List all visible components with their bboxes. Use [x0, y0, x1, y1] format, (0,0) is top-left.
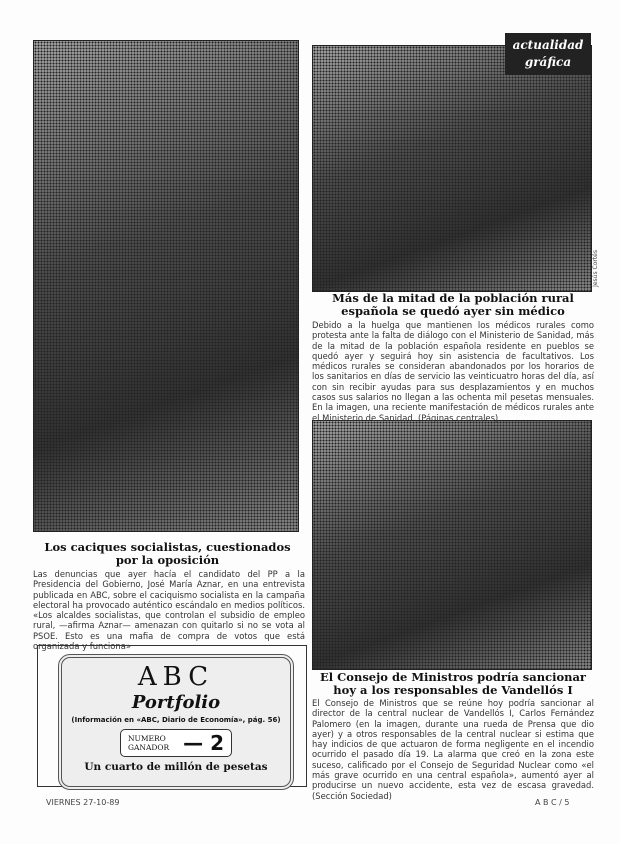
footer-date: VIERNES 27-10-89 [46, 798, 120, 807]
article-caciques-body: Las denuncias que ayer hacía el candidato del PP a la Presidencia del Gobierno, José María Aznar, en una entrevista publicada en ABC, sobre el caciquismo socialista en la campaña electoral ha provocado auténtico escándalo en medios políticos. «Los alcaldes socialistas, que controlan el subsidio de empleo rural, —afirma Aznar— amenazan con quitarlo si no se vota al PSOE. Esto es una mafia de compra de votos que está organizada y funciona» [33, 569, 305, 652]
raffle-prize: Un cuarto de millón de pesetas [84, 761, 268, 773]
winning-number-label [128, 734, 169, 752]
photo-credit: Jesús Cortés [592, 250, 599, 287]
photo-aznar [33, 40, 299, 532]
raffle-info: (Información en «ABC, Diario de Economía», pág. 56) [71, 716, 281, 724]
winning-number-box [120, 729, 232, 757]
raffle-box [37, 645, 307, 787]
headline-caciques: Los caciques socialistas, cuestionados por la oposición [44, 540, 291, 567]
raffle-ticket [58, 654, 294, 790]
logo-line2: gráfica [524, 55, 572, 69]
headline-rural-doctors: Más de la mitad de la población rural española se quedó ayer sin médico [332, 291, 574, 318]
label-line2: GANADOR [127, 743, 170, 752]
article-vandellos-body: El Consejo de Ministros que se reúne hoy podría sancionar al director de la central nuclear de Vandellós I, Carlos Fernández Palomero (en la imagen, durante una rueda de Prensa que dio ayer) y a otros responsables de la central nuclear si estima que hay indicios de que actuaron de forma negligente en el incendio ocurrido el pasado día 19. La alarma que creó en la zona este suceso, calificado por el Consejo de Seguridad Nuclear como «el más grave ocurrido en una central española», aumentó ayer al producirse un nuevo accidente, esta vez de escasa gravedad. (Sección Sociedad) [312, 698, 594, 801]
photo-doctors-protest [312, 45, 592, 292]
article-rural-doctors-body: Debido a la huelga que mantienen los médicos rurales como protesta ante la falta de diálogo con el Ministerio de Sanidad, más de la mitad de la población española residente en pueblos se quedó ayer y seguirá hoy sin asistencia de facultativos. Los médicos rurales se consideran abandonados por los horarios de los sanitarios en días de servicio las veinticuatro horas del día, así con sin recibir ayudas para sus desplazamientos y en muchos casos sus salarios no llegan a las ochenta mil pesetas mensuales. En la imagen, una reciente manifestación de médicos rurales ante el Ministerio de Sanidad. (Páginas centrales) [312, 320, 594, 423]
headline-vandellos: El Consejo de Ministros podría sancionar hoy a los responsables de Vandellós I [320, 670, 586, 697]
raffle-title: Portfolio [131, 692, 221, 713]
label-line1: NUMERO [127, 734, 166, 743]
winning-number: — 2 [183, 731, 225, 755]
section-logo [505, 33, 591, 75]
photo-vandellos-director [312, 420, 592, 670]
raffle-brand: ABC [137, 662, 215, 692]
footer-page-number: A B C / 5 [535, 798, 570, 807]
logo-line1: actualidad [512, 38, 584, 52]
